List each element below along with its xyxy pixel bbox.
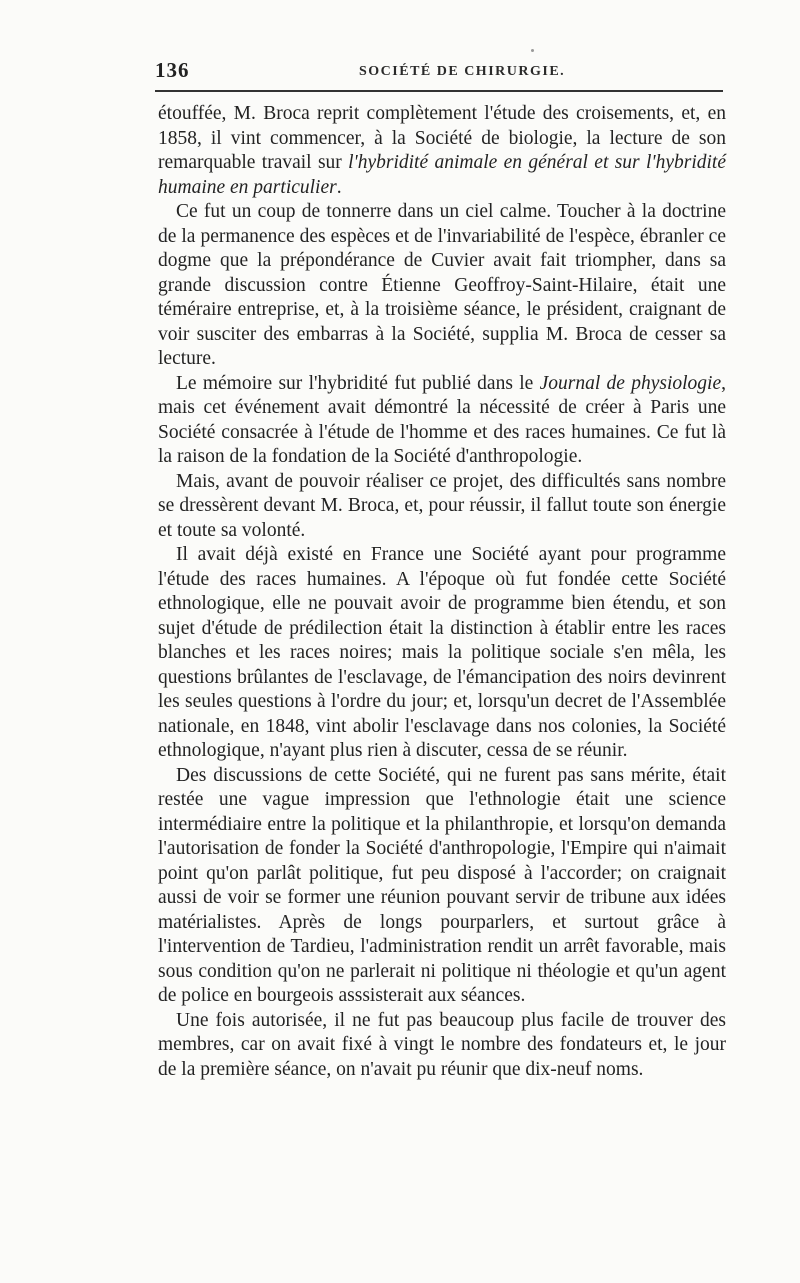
paragraph-1 [158,102,726,200]
paragraph-6 [158,764,726,1009]
print-speck [531,49,534,52]
header-rule [155,90,723,92]
paragraph-1-italic-title: l'hybridité animale en général et sur l'hybridité humaine en particulier [158,152,726,198]
paragraph-3-text-a: Le mémoire sur l'hybridité fut publié dans le [176,372,540,394]
paragraph-5-text: Il avait déjà existé en France une Société ayant pour programme l'étude des races humaines. A l'époque où fut fondée cette Société ethnologique, elle ne pouvait avoir de programme bien étendu, et son sujet d'étude de prédilection était la distinction à établir entre les races blanches et les races noires; mais la politique sociale s'en mêla, les questions brûlantes de l'esclavage, de l'émancipation des noirs devinrent les seules questions à l'ordre du jour; et, lorsqu'un decret de l'Assemblée nationale, en 1848, vint abolir l'esclavage dans nos colonies, la Société ethnologique, n'ayant plus rien à discuter, cessa de se réunir. [158,544,726,761]
paragraph-7-text: Une fois autorisée, il ne fut pas beaucoup plus facile de trouver des membres, car on avait fixé à vingt le nombre des fondateurs et, le jour de la première séance, on n'avait pu réunir que dix-neuf noms. [158,1009,726,1080]
body-text [158,102,726,1082]
paragraph-4-text: Mais, avant de pouvoir réaliser ce projet, des difficultés sans nombre se dressèrent devant M. Broca, et, pour réussir, il fallut toute son énergie et toute sa volonté. [158,470,726,541]
paragraph-6-text: Des discussions de cette Société, qui ne furent pas sans mérite, était restée une vague impression que l'ethnologie était une science intermédiaire entre la politique et la philanthropie, et lorsqu'on demanda l'autorisation de fonder la Société d'anthropologie, l'Empire qui n'aimait point qu'on parlât politique, fut peu disposé à l'accorder; on craignait aussi de voir se former une réunion pouvant servir de tribune aux idées matérialistes. Après de longs pourparlers, et surtout grâce à l'intervention de Tardieu, l'administration rendit un arrêt favorable, mais sous condition qu'on ne parlerait ni politique ni théologie et qu'un agent de police en bourgeois asssisterait aux séances. [158,764,726,1006]
page-number: 136 [155,58,190,82]
paragraph-4 [158,470,726,544]
paragraph-2-text: Ce fut un coup de tonnerre dans un ciel calme. Toucher à la doctrine de la permanence des espèces et de l'invariabilité de l'espèce, ébranler ce dogme que la prépondérance de Cuvier avait fait triompher, dans sa grande discussion contre Étienne Geoffroy-Saint-Hilaire, était une téméraire entreprise, et, à la troisième séance, le président, craignant de voir susciter des embarras à la Société, supplia M. Broca de cesser sa lecture. [158,201,726,369]
paragraph-3-italic-journal: Journal de physiologie [539,372,722,394]
paragraph-7 [158,1009,726,1083]
paragraph-1-text-a: étouffée, M. Broca reprit complètement l'étude des croisements, et, en 1858, il vint commencer, à la Société de biologie, la lecture de son remarquable travail sur [158,103,726,173]
running-title: SOCIÉTÉ DE CHIRURGIE. [359,64,566,79]
paragraph-3 [158,372,726,470]
paragraph-1-text-b: . [336,176,342,198]
paragraph-3-text-b: , mais cet événement avait démontré la nécessité de créer à Paris une Société consacrée à l'étude de l'homme et des races humaines. Ce fut là la raison de la fondation de la Société d'anthropologie. [158,372,726,467]
paragraph-2 [158,200,726,372]
paragraph-5 [158,543,726,764]
page-header [155,58,723,88]
